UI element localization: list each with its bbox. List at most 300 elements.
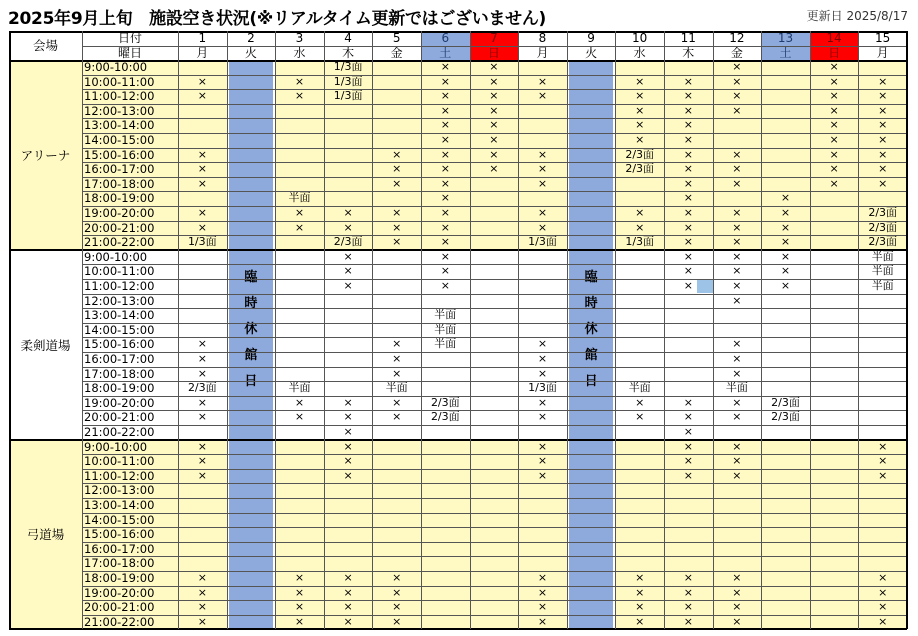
availability-cell[interactable]: ×: [324, 600, 373, 615]
availability-cell[interactable]: [810, 410, 859, 425]
availability-cell[interactable]: ×: [683, 410, 693, 424]
availability-cell[interactable]: [275, 425, 324, 440]
availability-cell[interactable]: [372, 279, 421, 294]
availability-cell[interactable]: [761, 308, 810, 323]
availability-cell[interactable]: 半面: [434, 322, 457, 336]
availability-cell[interactable]: [324, 323, 373, 338]
availability-cell[interactable]: ×: [392, 410, 402, 424]
availability-cell[interactable]: ×: [343, 279, 353, 292]
availability-cell[interactable]: ×: [178, 89, 227, 104]
availability-cell[interactable]: ×: [664, 177, 713, 192]
availability-cell[interactable]: ×: [275, 615, 324, 630]
availability-cell[interactable]: ×: [324, 454, 373, 469]
availability-cell[interactable]: [470, 323, 519, 338]
availability-cell[interactable]: 2/3面: [187, 381, 217, 395]
availability-cell[interactable]: [615, 337, 664, 352]
availability-cell[interactable]: ×: [421, 148, 470, 163]
availability-cell[interactable]: [810, 206, 859, 221]
availability-cell[interactable]: ×: [178, 571, 227, 586]
availability-cell[interactable]: [713, 483, 762, 498]
availability-cell[interactable]: [178, 323, 227, 338]
availability-cell[interactable]: [178, 483, 227, 498]
availability-cell[interactable]: [615, 60, 664, 75]
availability-cell[interactable]: [761, 367, 810, 382]
availability-cell[interactable]: [518, 556, 567, 571]
availability-cell[interactable]: [761, 454, 810, 469]
availability-cell[interactable]: ×: [178, 615, 227, 630]
availability-cell[interactable]: 半面: [871, 249, 894, 263]
availability-cell[interactable]: [372, 454, 421, 469]
availability-cell[interactable]: ×: [664, 162, 713, 177]
availability-cell[interactable]: ×: [324, 221, 373, 236]
availability-cell[interactable]: [470, 206, 519, 221]
availability-cell[interactable]: ×: [780, 279, 791, 292]
availability-cell[interactable]: ×: [664, 469, 713, 484]
availability-cell[interactable]: ×: [197, 395, 207, 409]
availability-cell[interactable]: ×: [537, 337, 548, 351]
availability-cell[interactable]: [421, 542, 470, 557]
availability-cell[interactable]: [275, 308, 324, 323]
availability-cell[interactable]: [275, 177, 324, 192]
availability-cell[interactable]: ×: [421, 133, 470, 148]
availability-cell[interactable]: [470, 396, 519, 411]
availability-cell[interactable]: ×: [858, 177, 907, 192]
availability-cell[interactable]: [761, 556, 810, 571]
availability-cell[interactable]: [713, 308, 762, 323]
availability-cell[interactable]: [761, 294, 810, 309]
availability-cell[interactable]: ×: [664, 279, 713, 294]
availability-cell[interactable]: [324, 337, 373, 352]
availability-cell[interactable]: [615, 542, 664, 557]
availability-cell[interactable]: ×: [518, 148, 567, 163]
availability-cell[interactable]: [275, 440, 324, 455]
availability-cell[interactable]: [713, 191, 762, 206]
availability-cell[interactable]: [518, 118, 567, 133]
availability-cell[interactable]: ×: [372, 206, 421, 221]
availability-cell[interactable]: ×: [372, 235, 421, 250]
availability-cell[interactable]: [761, 425, 810, 440]
availability-cell[interactable]: [518, 498, 567, 513]
availability-cell[interactable]: ×: [372, 148, 421, 163]
availability-cell[interactable]: [615, 308, 664, 323]
availability-cell[interactable]: ×: [713, 440, 762, 455]
availability-cell[interactable]: [178, 425, 227, 440]
availability-cell[interactable]: [761, 118, 810, 133]
availability-cell[interactable]: [615, 264, 664, 279]
availability-cell[interactable]: ×: [372, 221, 421, 236]
availability-cell[interactable]: [470, 294, 519, 309]
availability-cell[interactable]: [810, 425, 859, 440]
availability-cell[interactable]: [178, 104, 227, 119]
availability-cell[interactable]: [470, 308, 519, 323]
availability-cell[interactable]: [470, 279, 519, 294]
availability-cell[interactable]: [178, 250, 227, 265]
availability-cell[interactable]: [275, 483, 324, 498]
availability-cell[interactable]: ×: [372, 615, 421, 630]
availability-cell[interactable]: [372, 191, 421, 206]
availability-cell[interactable]: ×: [518, 221, 567, 236]
availability-cell[interactable]: [470, 454, 519, 469]
availability-cell[interactable]: ×: [615, 104, 664, 119]
availability-cell[interactable]: [470, 381, 519, 396]
availability-cell[interactable]: 半面: [275, 191, 324, 206]
availability-cell[interactable]: ×: [858, 615, 907, 630]
availability-cell[interactable]: [178, 264, 227, 279]
availability-cell[interactable]: [713, 133, 762, 148]
availability-cell[interactable]: [470, 221, 519, 236]
availability-cell[interactable]: [421, 483, 470, 498]
availability-cell[interactable]: [518, 483, 567, 498]
availability-cell[interactable]: ×: [294, 410, 305, 424]
availability-cell[interactable]: [761, 60, 810, 75]
availability-cell[interactable]: [372, 542, 421, 557]
availability-cell[interactable]: ×: [324, 469, 373, 484]
availability-cell[interactable]: ×: [470, 148, 519, 163]
availability-cell[interactable]: [518, 323, 567, 338]
availability-cell[interactable]: ×: [178, 586, 227, 601]
availability-cell[interactable]: [761, 148, 810, 163]
availability-cell[interactable]: [615, 250, 664, 265]
availability-cell[interactable]: ×: [761, 191, 810, 206]
availability-cell[interactable]: [178, 191, 227, 206]
availability-cell[interactable]: [421, 586, 470, 601]
availability-cell[interactable]: ×: [294, 395, 305, 409]
availability-cell[interactable]: 1/3面: [324, 89, 373, 104]
availability-cell[interactable]: ×: [615, 118, 664, 133]
availability-cell[interactable]: ×: [810, 75, 859, 90]
availability-cell[interactable]: [664, 556, 713, 571]
availability-cell[interactable]: [858, 352, 907, 367]
availability-cell[interactable]: [761, 542, 810, 557]
availability-cell[interactable]: [615, 352, 664, 367]
availability-cell[interactable]: [324, 294, 373, 309]
availability-cell[interactable]: [518, 542, 567, 557]
availability-cell[interactable]: [372, 323, 421, 338]
availability-cell[interactable]: [518, 264, 567, 279]
availability-cell[interactable]: [518, 250, 567, 265]
availability-cell[interactable]: ×: [858, 162, 907, 177]
availability-cell[interactable]: ×: [275, 600, 324, 615]
availability-cell[interactable]: [275, 469, 324, 484]
availability-cell[interactable]: ×: [324, 206, 373, 221]
availability-cell[interactable]: ×: [421, 206, 470, 221]
availability-cell[interactable]: [470, 513, 519, 528]
availability-cell[interactable]: ×: [324, 586, 373, 601]
availability-cell[interactable]: [810, 221, 859, 236]
availability-cell[interactable]: 半面: [434, 337, 457, 351]
availability-cell[interactable]: ×: [810, 162, 859, 177]
availability-cell[interactable]: [810, 498, 859, 513]
availability-cell[interactable]: [324, 104, 373, 119]
availability-cell[interactable]: ×: [392, 337, 402, 351]
availability-cell[interactable]: ×: [470, 162, 519, 177]
availability-cell[interactable]: [810, 367, 859, 382]
availability-cell[interactable]: ×: [392, 352, 402, 365]
availability-cell[interactable]: [470, 586, 519, 601]
availability-cell[interactable]: 2/3面: [615, 148, 664, 163]
availability-cell[interactable]: ×: [683, 249, 693, 263]
availability-cell[interactable]: [761, 571, 810, 586]
availability-cell[interactable]: ×: [858, 104, 907, 119]
availability-cell[interactable]: ×: [713, 571, 762, 586]
availability-cell[interactable]: ×: [421, 177, 470, 192]
availability-cell[interactable]: ×: [713, 206, 762, 221]
availability-cell[interactable]: ×: [275, 586, 324, 601]
availability-cell[interactable]: [858, 337, 907, 352]
availability-cell[interactable]: [372, 308, 421, 323]
availability-cell[interactable]: ×: [635, 410, 645, 424]
availability-cell[interactable]: [858, 513, 907, 528]
availability-cell[interactable]: [372, 250, 421, 265]
availability-cell[interactable]: ×: [615, 221, 664, 236]
availability-cell[interactable]: [664, 308, 713, 323]
availability-cell[interactable]: ×: [372, 586, 421, 601]
availability-cell[interactable]: ×: [343, 264, 353, 278]
availability-cell[interactable]: 2/3面: [324, 235, 373, 250]
availability-cell[interactable]: ×: [537, 366, 548, 380]
availability-cell[interactable]: 2/3面: [858, 221, 907, 236]
availability-cell[interactable]: [810, 235, 859, 250]
availability-cell[interactable]: ×: [858, 118, 907, 133]
availability-cell[interactable]: [372, 483, 421, 498]
availability-cell[interactable]: [372, 118, 421, 133]
availability-cell[interactable]: ×: [518, 177, 567, 192]
availability-cell[interactable]: [470, 542, 519, 557]
availability-cell[interactable]: ×: [810, 104, 859, 119]
availability-cell[interactable]: [324, 367, 373, 382]
availability-cell[interactable]: ×: [372, 162, 421, 177]
availability-cell[interactable]: [761, 440, 810, 455]
availability-cell[interactable]: [664, 542, 713, 557]
availability-cell[interactable]: ×: [713, 454, 762, 469]
availability-cell[interactable]: [713, 542, 762, 557]
availability-cell[interactable]: [810, 454, 859, 469]
availability-cell[interactable]: [858, 308, 907, 323]
availability-cell[interactable]: 2/3面: [858, 206, 907, 221]
availability-cell[interactable]: ×: [732, 366, 742, 380]
availability-cell[interactable]: ×: [343, 395, 353, 409]
availability-cell[interactable]: [421, 556, 470, 571]
availability-cell[interactable]: ×: [324, 615, 373, 630]
availability-cell[interactable]: ×: [810, 133, 859, 148]
availability-cell[interactable]: [372, 498, 421, 513]
availability-cell[interactable]: ×: [664, 75, 713, 90]
availability-cell[interactable]: ×: [421, 75, 470, 90]
availability-cell[interactable]: [810, 483, 859, 498]
availability-cell[interactable]: ×: [858, 571, 907, 586]
availability-cell[interactable]: [615, 440, 664, 455]
availability-cell[interactable]: ×: [615, 615, 664, 630]
availability-cell[interactable]: [810, 294, 859, 309]
availability-cell[interactable]: ×: [392, 366, 402, 380]
availability-cell[interactable]: [324, 133, 373, 148]
availability-cell[interactable]: ×: [858, 133, 907, 148]
availability-cell[interactable]: [178, 118, 227, 133]
availability-cell[interactable]: ×: [372, 600, 421, 615]
availability-cell[interactable]: ×: [421, 60, 470, 75]
availability-cell[interactable]: [858, 483, 907, 498]
availability-cell[interactable]: [615, 367, 664, 382]
availability-cell[interactable]: [615, 294, 664, 309]
availability-cell[interactable]: ×: [197, 337, 207, 351]
availability-cell[interactable]: [858, 410, 907, 425]
availability-cell[interactable]: [664, 527, 713, 542]
availability-cell[interactable]: ×: [470, 133, 519, 148]
availability-cell[interactable]: ×: [732, 337, 742, 351]
availability-cell[interactable]: ×: [178, 469, 227, 484]
availability-cell[interactable]: [275, 279, 324, 294]
availability-cell[interactable]: [761, 600, 810, 615]
availability-cell[interactable]: [761, 89, 810, 104]
availability-cell[interactable]: [178, 513, 227, 528]
availability-cell[interactable]: [810, 586, 859, 601]
availability-cell[interactable]: [810, 264, 859, 279]
availability-cell[interactable]: [761, 469, 810, 484]
availability-cell[interactable]: ×: [713, 235, 762, 250]
availability-cell[interactable]: [470, 250, 519, 265]
availability-cell[interactable]: [324, 527, 373, 542]
availability-cell[interactable]: [372, 133, 421, 148]
availability-cell[interactable]: ×: [537, 410, 548, 424]
availability-cell[interactable]: [713, 118, 762, 133]
availability-cell[interactable]: [664, 60, 713, 75]
availability-cell[interactable]: 1/3面: [324, 75, 373, 90]
availability-cell[interactable]: ×: [780, 264, 791, 278]
availability-cell[interactable]: [858, 381, 907, 396]
availability-cell[interactable]: ×: [518, 600, 567, 615]
availability-cell[interactable]: ×: [732, 279, 742, 292]
availability-cell[interactable]: [372, 89, 421, 104]
availability-cell[interactable]: [372, 513, 421, 528]
availability-cell[interactable]: [761, 381, 810, 396]
availability-cell[interactable]: 2/3面: [771, 395, 800, 409]
availability-cell[interactable]: [810, 600, 859, 615]
availability-cell[interactable]: [713, 556, 762, 571]
availability-cell[interactable]: 半面: [434, 308, 457, 322]
availability-cell[interactable]: [858, 527, 907, 542]
availability-cell[interactable]: ×: [518, 454, 567, 469]
availability-cell[interactable]: [372, 556, 421, 571]
availability-cell[interactable]: [421, 425, 470, 440]
availability-cell[interactable]: 半面: [385, 381, 408, 395]
availability-cell[interactable]: [713, 323, 762, 338]
availability-cell[interactable]: [178, 527, 227, 542]
availability-cell[interactable]: ×: [713, 586, 762, 601]
availability-cell[interactable]: 1/3面: [324, 60, 373, 75]
availability-cell[interactable]: 1/3面: [615, 235, 664, 250]
availability-cell[interactable]: ×: [761, 206, 810, 221]
availability-cell[interactable]: ×: [518, 469, 567, 484]
availability-cell[interactable]: [664, 513, 713, 528]
availability-cell[interactable]: [421, 294, 470, 309]
availability-cell[interactable]: [178, 498, 227, 513]
availability-cell[interactable]: [470, 498, 519, 513]
availability-cell[interactable]: [470, 177, 519, 192]
availability-cell[interactable]: [858, 191, 907, 206]
availability-cell[interactable]: [372, 425, 421, 440]
availability-cell[interactable]: ×: [275, 571, 324, 586]
availability-cell[interactable]: ×: [713, 177, 762, 192]
availability-cell[interactable]: ×: [372, 177, 421, 192]
availability-cell[interactable]: ×: [810, 177, 859, 192]
availability-cell[interactable]: ×: [324, 440, 373, 455]
availability-cell[interactable]: ×: [713, 75, 762, 90]
availability-cell[interactable]: [470, 527, 519, 542]
availability-cell[interactable]: [664, 483, 713, 498]
availability-cell[interactable]: 半面: [871, 264, 894, 278]
availability-cell[interactable]: [178, 294, 227, 309]
availability-cell[interactable]: ×: [178, 162, 227, 177]
availability-cell[interactable]: 半面: [725, 381, 748, 395]
availability-cell[interactable]: ×: [858, 440, 907, 455]
availability-cell[interactable]: [421, 367, 470, 382]
availability-cell[interactable]: ×: [615, 206, 664, 221]
availability-cell[interactable]: [810, 396, 859, 411]
availability-cell[interactable]: [324, 352, 373, 367]
availability-cell[interactable]: ×: [713, 600, 762, 615]
availability-cell[interactable]: [810, 337, 859, 352]
availability-cell[interactable]: [470, 337, 519, 352]
availability-cell[interactable]: [324, 542, 373, 557]
availability-cell[interactable]: ×: [732, 352, 742, 365]
availability-cell[interactable]: [761, 586, 810, 601]
availability-cell[interactable]: ×: [713, 162, 762, 177]
availability-cell[interactable]: [810, 191, 859, 206]
availability-cell[interactable]: [324, 483, 373, 498]
availability-cell[interactable]: ×: [664, 586, 713, 601]
availability-cell[interactable]: ×: [732, 249, 742, 263]
availability-cell[interactable]: [664, 337, 713, 352]
availability-cell[interactable]: [858, 60, 907, 75]
availability-cell[interactable]: 半面: [628, 381, 651, 395]
availability-cell[interactable]: ×: [421, 118, 470, 133]
availability-cell[interactable]: [421, 381, 470, 396]
availability-cell[interactable]: ×: [713, 221, 762, 236]
availability-cell[interactable]: ×: [275, 75, 324, 90]
availability-cell[interactable]: ×: [470, 118, 519, 133]
availability-cell[interactable]: ×: [858, 148, 907, 163]
availability-cell[interactable]: [810, 571, 859, 586]
availability-cell[interactable]: [761, 75, 810, 90]
availability-cell[interactable]: [518, 279, 567, 294]
availability-cell[interactable]: [470, 556, 519, 571]
availability-cell[interactable]: [615, 191, 664, 206]
availability-cell[interactable]: ×: [343, 410, 353, 424]
availability-cell[interactable]: [324, 118, 373, 133]
availability-cell[interactable]: ×: [664, 133, 713, 148]
availability-cell[interactable]: ×: [421, 162, 470, 177]
availability-cell[interactable]: [858, 498, 907, 513]
availability-cell[interactable]: ×: [713, 148, 762, 163]
availability-cell[interactable]: [275, 133, 324, 148]
availability-cell[interactable]: ×: [732, 264, 742, 278]
availability-cell[interactable]: ×: [178, 206, 227, 221]
availability-cell[interactable]: ×: [275, 206, 324, 221]
availability-cell[interactable]: ×: [664, 615, 713, 630]
availability-cell[interactable]: ×: [664, 191, 713, 206]
availability-cell[interactable]: [664, 323, 713, 338]
availability-cell[interactable]: [421, 498, 470, 513]
availability-cell[interactable]: [761, 337, 810, 352]
availability-cell[interactable]: ×: [421, 104, 470, 119]
availability-cell[interactable]: ×: [858, 75, 907, 90]
availability-cell[interactable]: ×: [392, 395, 402, 409]
availability-cell[interactable]: [664, 367, 713, 382]
availability-cell[interactable]: [275, 454, 324, 469]
availability-cell[interactable]: ×: [470, 89, 519, 104]
availability-cell[interactable]: [421, 513, 470, 528]
availability-cell[interactable]: ×: [635, 395, 645, 409]
